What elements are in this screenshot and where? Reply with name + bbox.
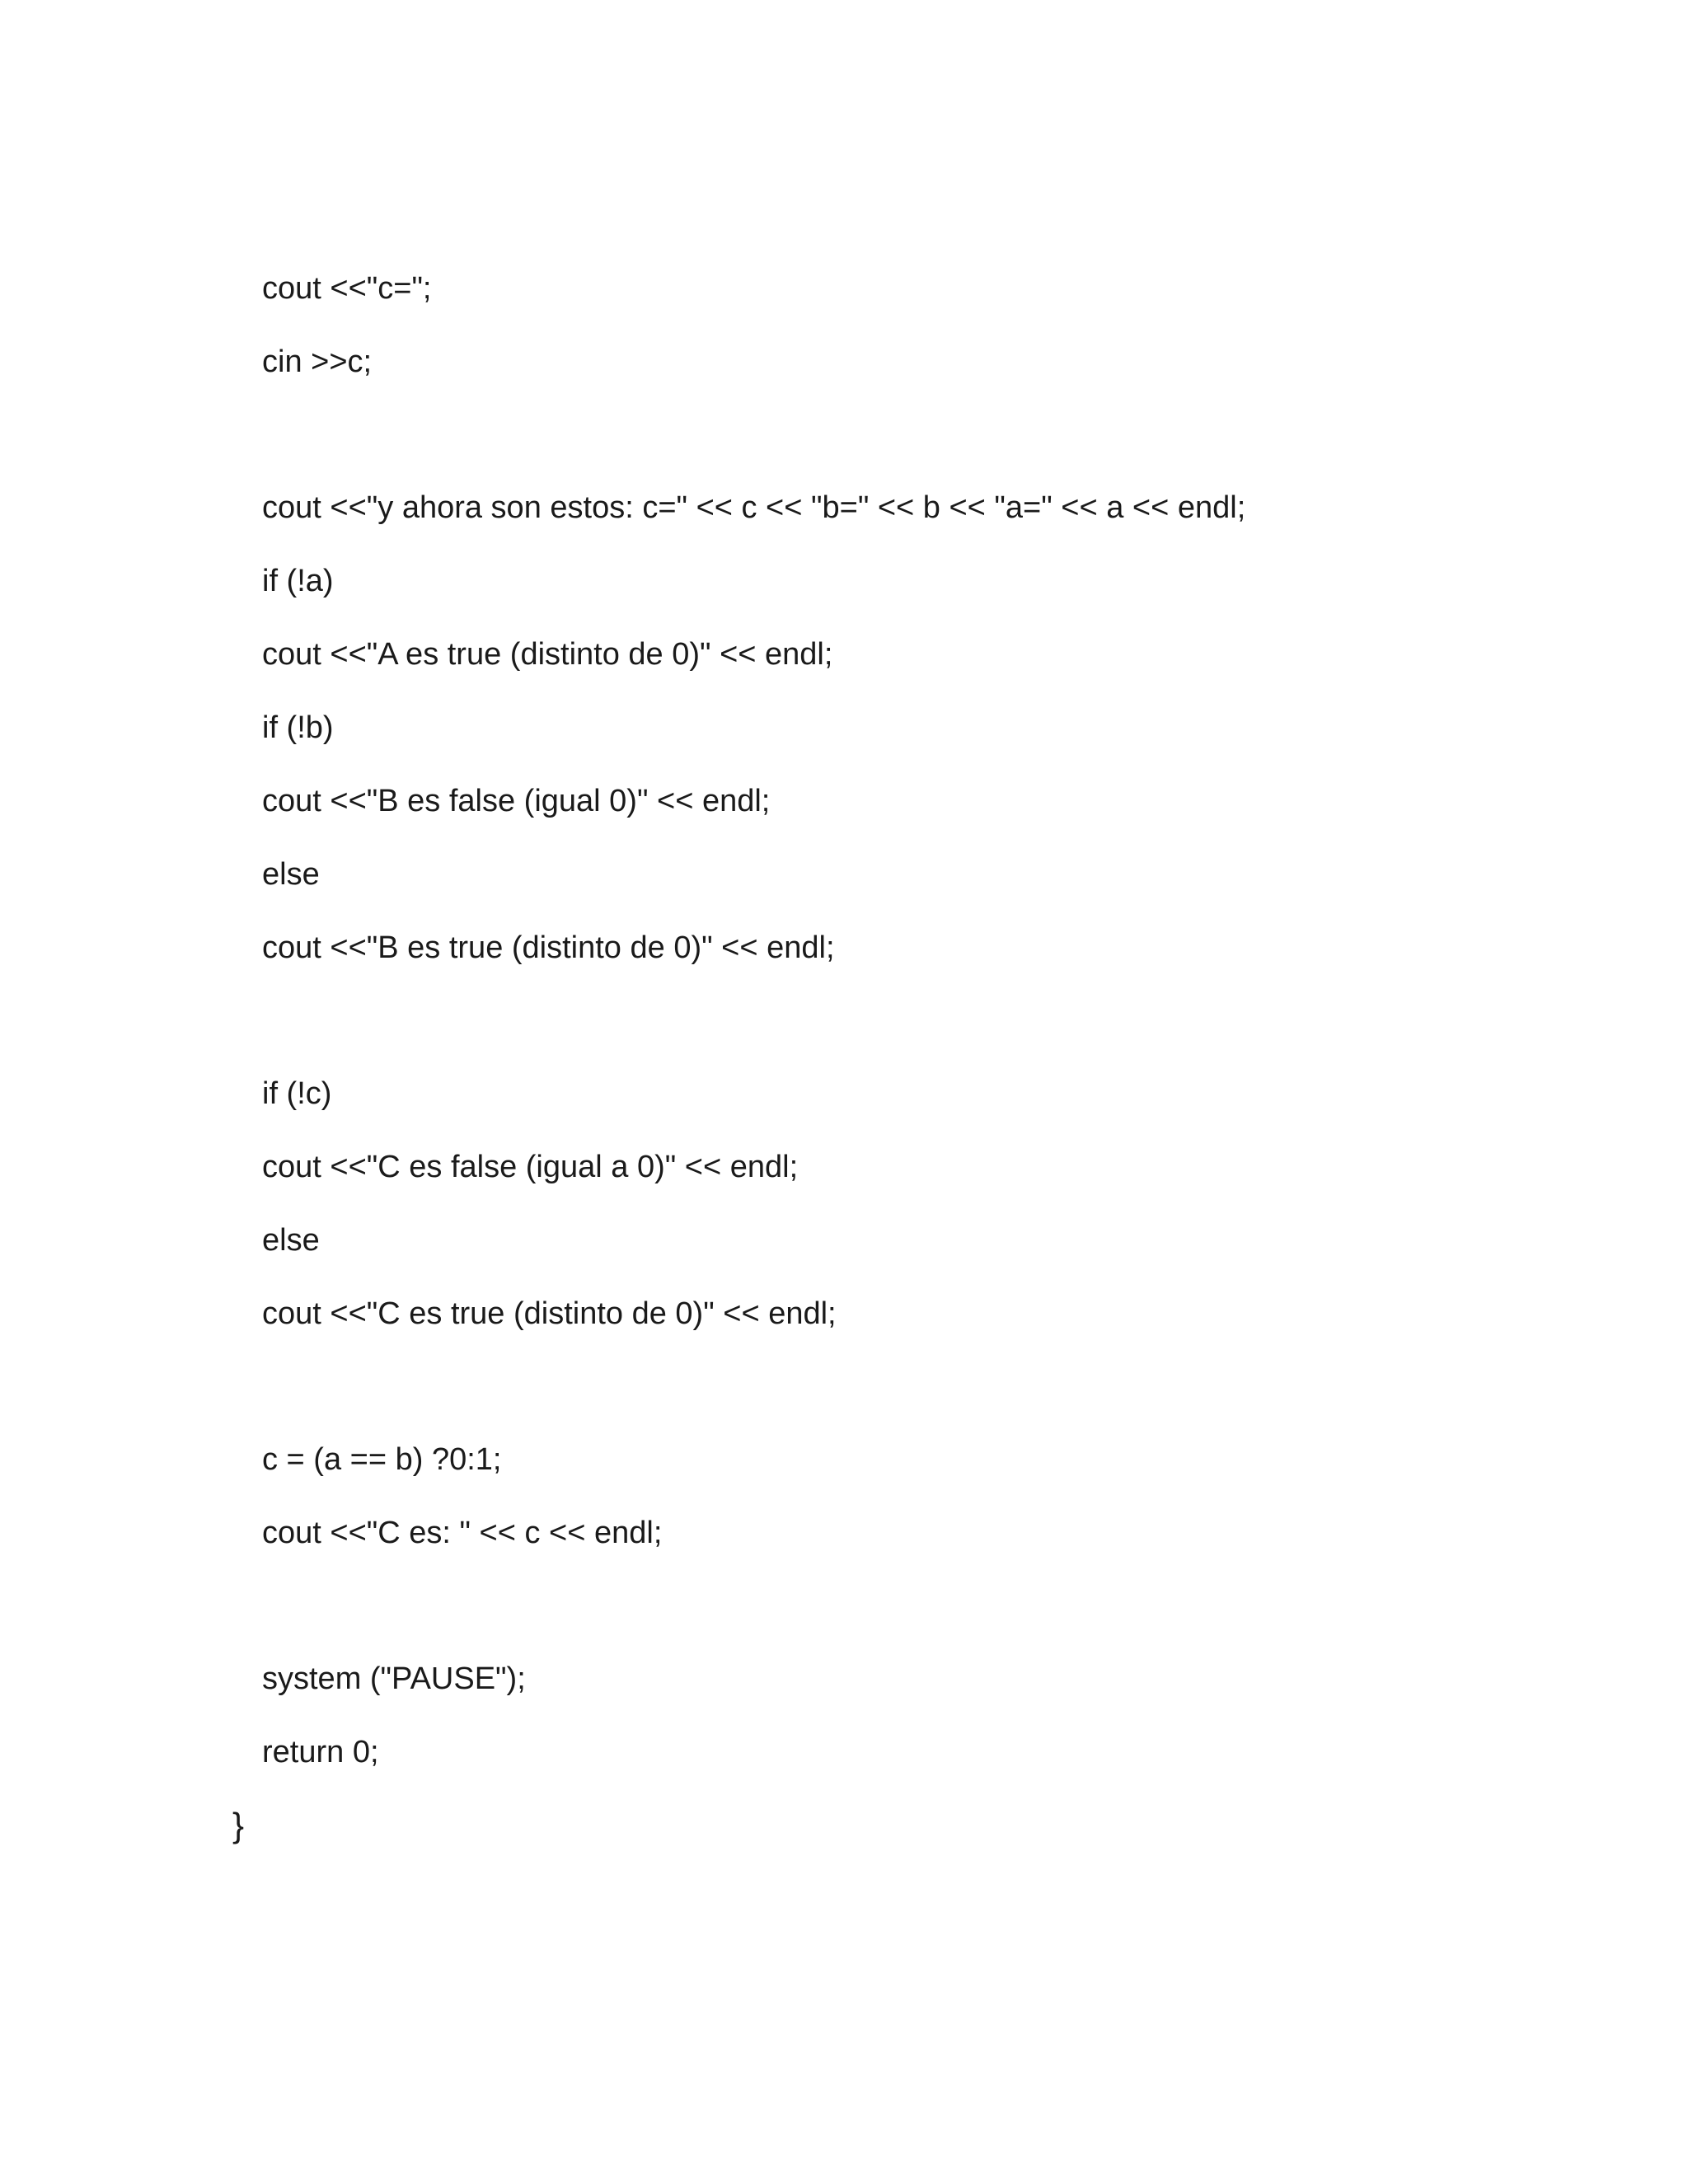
code-line: cout <<"B es true (distinto de 0)" << endl; [262,930,835,965]
code-line: cout <<"C es true (distinto de 0)" << endl; [262,1296,837,1331]
code-line: cout <<"c="; [262,271,432,306]
code-line: cout <<"B es false (igual 0)" << endl; [262,784,771,818]
code-line: else [262,857,320,892]
code-line: c = (a == b) ?0:1; [262,1442,502,1477]
code-line: cout <<"y ahora son estos: c=" << c << "b=" << b << "a=" << a << endl; [262,490,1246,525]
code-line: cin >>c; [262,344,373,379]
code-line: cout <<"C es false (igual a 0)" << endl; [262,1150,799,1184]
code-line: cout <<"A es true (distinto de 0)" << endl; [262,637,833,672]
code-line: return 0; [262,1735,379,1769]
code-line: if (!a) [262,564,334,598]
code-line: if (!c) [262,1076,332,1111]
code-line: if (!b) [262,710,334,745]
code-line: cout <<"C es: " << c << endl; [262,1516,663,1550]
code-line: system ("PAUSE"); [262,1661,526,1696]
closing-brace: } [232,1806,245,1844]
code-line: else [262,1223,320,1258]
